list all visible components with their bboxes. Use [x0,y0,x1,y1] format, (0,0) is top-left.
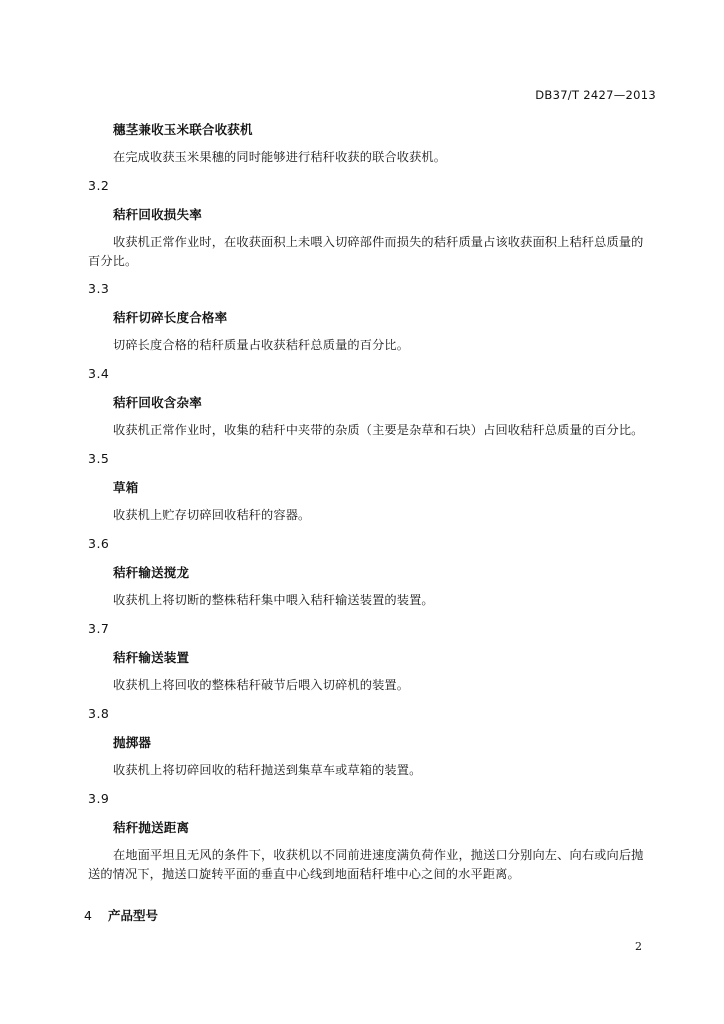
section-title: 产品型号 [107,908,158,923]
section-heading [84,906,158,924]
term-definition-continued: 百分比。 [88,254,138,268]
term-definition-continued: 送的情况下，抛送口旋转平面的垂直中心线到地面秸秆堆中心之间的水平距离。 [88,867,520,881]
clause-number: 3.3 [88,281,110,296]
term-title: 抛掷器 [113,735,152,750]
clause-number: 3.5 [88,451,110,466]
term-title: 秸秆输送装置 [113,650,190,665]
term-title: 秸秆切碎长度合格率 [113,310,228,325]
term-title: 秸秆回收损失率 [113,207,202,222]
section-number: 4 [84,908,92,923]
term-definition: 收获机上将切碎回收的秸秆抛送到集草车或草箱的装置。 [113,763,422,777]
term-definition: 收获机正常作业时，在收获面积上未喂入切碎部件而损失的秸秆质量占该收获面积上秸秆总质量的 [113,235,644,249]
term-definition: 收获机上贮存切碎回收秸秆的容器。 [113,508,311,522]
document-code-header: DB37/T 2427—2013 [535,88,656,102]
term-title: 草箱 [113,480,139,495]
page-number: 2 [635,940,642,953]
term-title: 穗茎兼收玉米联合收获机 [113,122,253,137]
term-title: 秸秆输送搅龙 [113,565,190,580]
clause-number: 3.4 [88,366,110,381]
term-definition: 切碎长度合格的秸秆质量占收获秸秆总质量的百分比。 [113,338,410,352]
term-definition: 收获机上将回收的整株秸秆破节后喂入切碎机的装置。 [113,678,410,692]
clause-number: 3.6 [88,536,110,551]
clause-number: 3.8 [88,706,110,721]
clause-number: 3.7 [88,621,110,636]
clause-number: 3.2 [88,178,110,193]
term-title: 秸秆抛送距离 [113,820,190,835]
clause-number: 3.9 [88,791,110,806]
term-title: 秸秆回收含杂率 [113,395,202,410]
term-definition: 在完成收获玉米果穗的同时能够进行秸秆收获的联合收获机。 [113,150,447,164]
term-definition: 在地面平坦且无风的条件下，收获机以不同前进速度满负荷作业，抛送口分别向左、向右或向后抛 [113,848,644,862]
term-definition: 收获机正常作业时，收集的秸秆中夹带的杂质（主要是杂草和石块）占回收秸秆总质量的百分比。 [113,423,644,437]
term-definition: 收获机上将切断的整株秸秆集中喂入秸秆输送装置的装置。 [113,593,434,607]
